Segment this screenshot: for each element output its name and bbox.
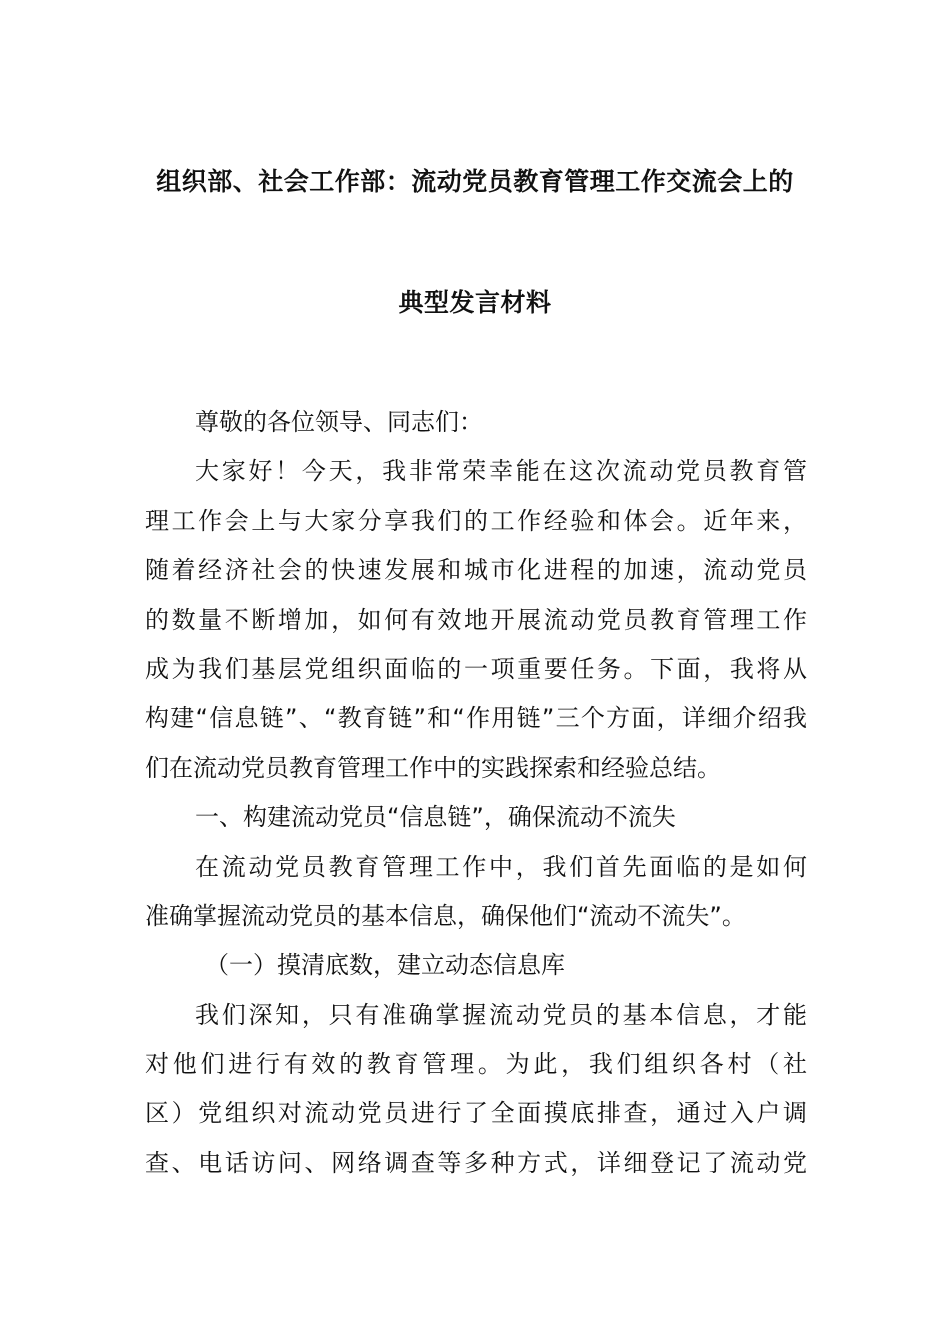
paragraph-line: 在流动党员教育管理工作中，我们首先面临的是如何 (195, 852, 807, 881)
document-title-line-2: 典型发言材料 (398, 288, 552, 317)
subsection-heading: （一）摸清底数，建立动态信息库 (205, 951, 565, 980)
document-body (145, 398, 807, 1188)
paragraph-line: 成为我们基层党组织面临的一项重要任务。下面，我将从 (145, 654, 807, 683)
paragraph-line: 大家好！今天，我非常荣幸能在这次流动党员教育管 (195, 457, 807, 486)
paragraph-line: 查、电话访问、网络调查等多种方式，详细登记了流动党 (145, 1148, 807, 1177)
paragraph-line: 们在流动党员教育管理工作中的实践探索和经验总结。 (145, 753, 721, 782)
document-title-line-1: 组织部、社会工作部：流动党员教育管理工作交流会上的 (156, 167, 794, 196)
paragraph-line: 随着经济社会的快速发展和城市化进程的加速，流动党员 (145, 556, 807, 585)
salutation: 尊敬的各位领导、同志们： (195, 408, 483, 436)
section-heading: 一、构建流动党员“信息链”，确保流动不流失 (195, 803, 676, 832)
paragraph-line: 对他们进行有效的教育管理。为此，我们组织各村（社 (145, 1050, 807, 1079)
paragraph-line: 我们深知，只有准确掌握流动党员的基本信息，才能 (195, 1000, 807, 1029)
paragraph-line: 区）党组织对流动党员进行了全面摸底排查，通过入户调 (145, 1099, 807, 1128)
paragraph-line: 理工作会上与大家分享我们的工作经验和体会。近年来， (145, 506, 807, 535)
paragraph-line: 的数量不断增加，如何有效地开展流动党员教育管理工作 (145, 605, 807, 634)
paragraph-line: 准确掌握流动党员的基本信息，确保他们“流动不流失”。 (145, 901, 746, 930)
paragraph-line: 构建“信息链”、“教育链”和“作用链”三个方面，详细介绍我 (145, 704, 807, 733)
